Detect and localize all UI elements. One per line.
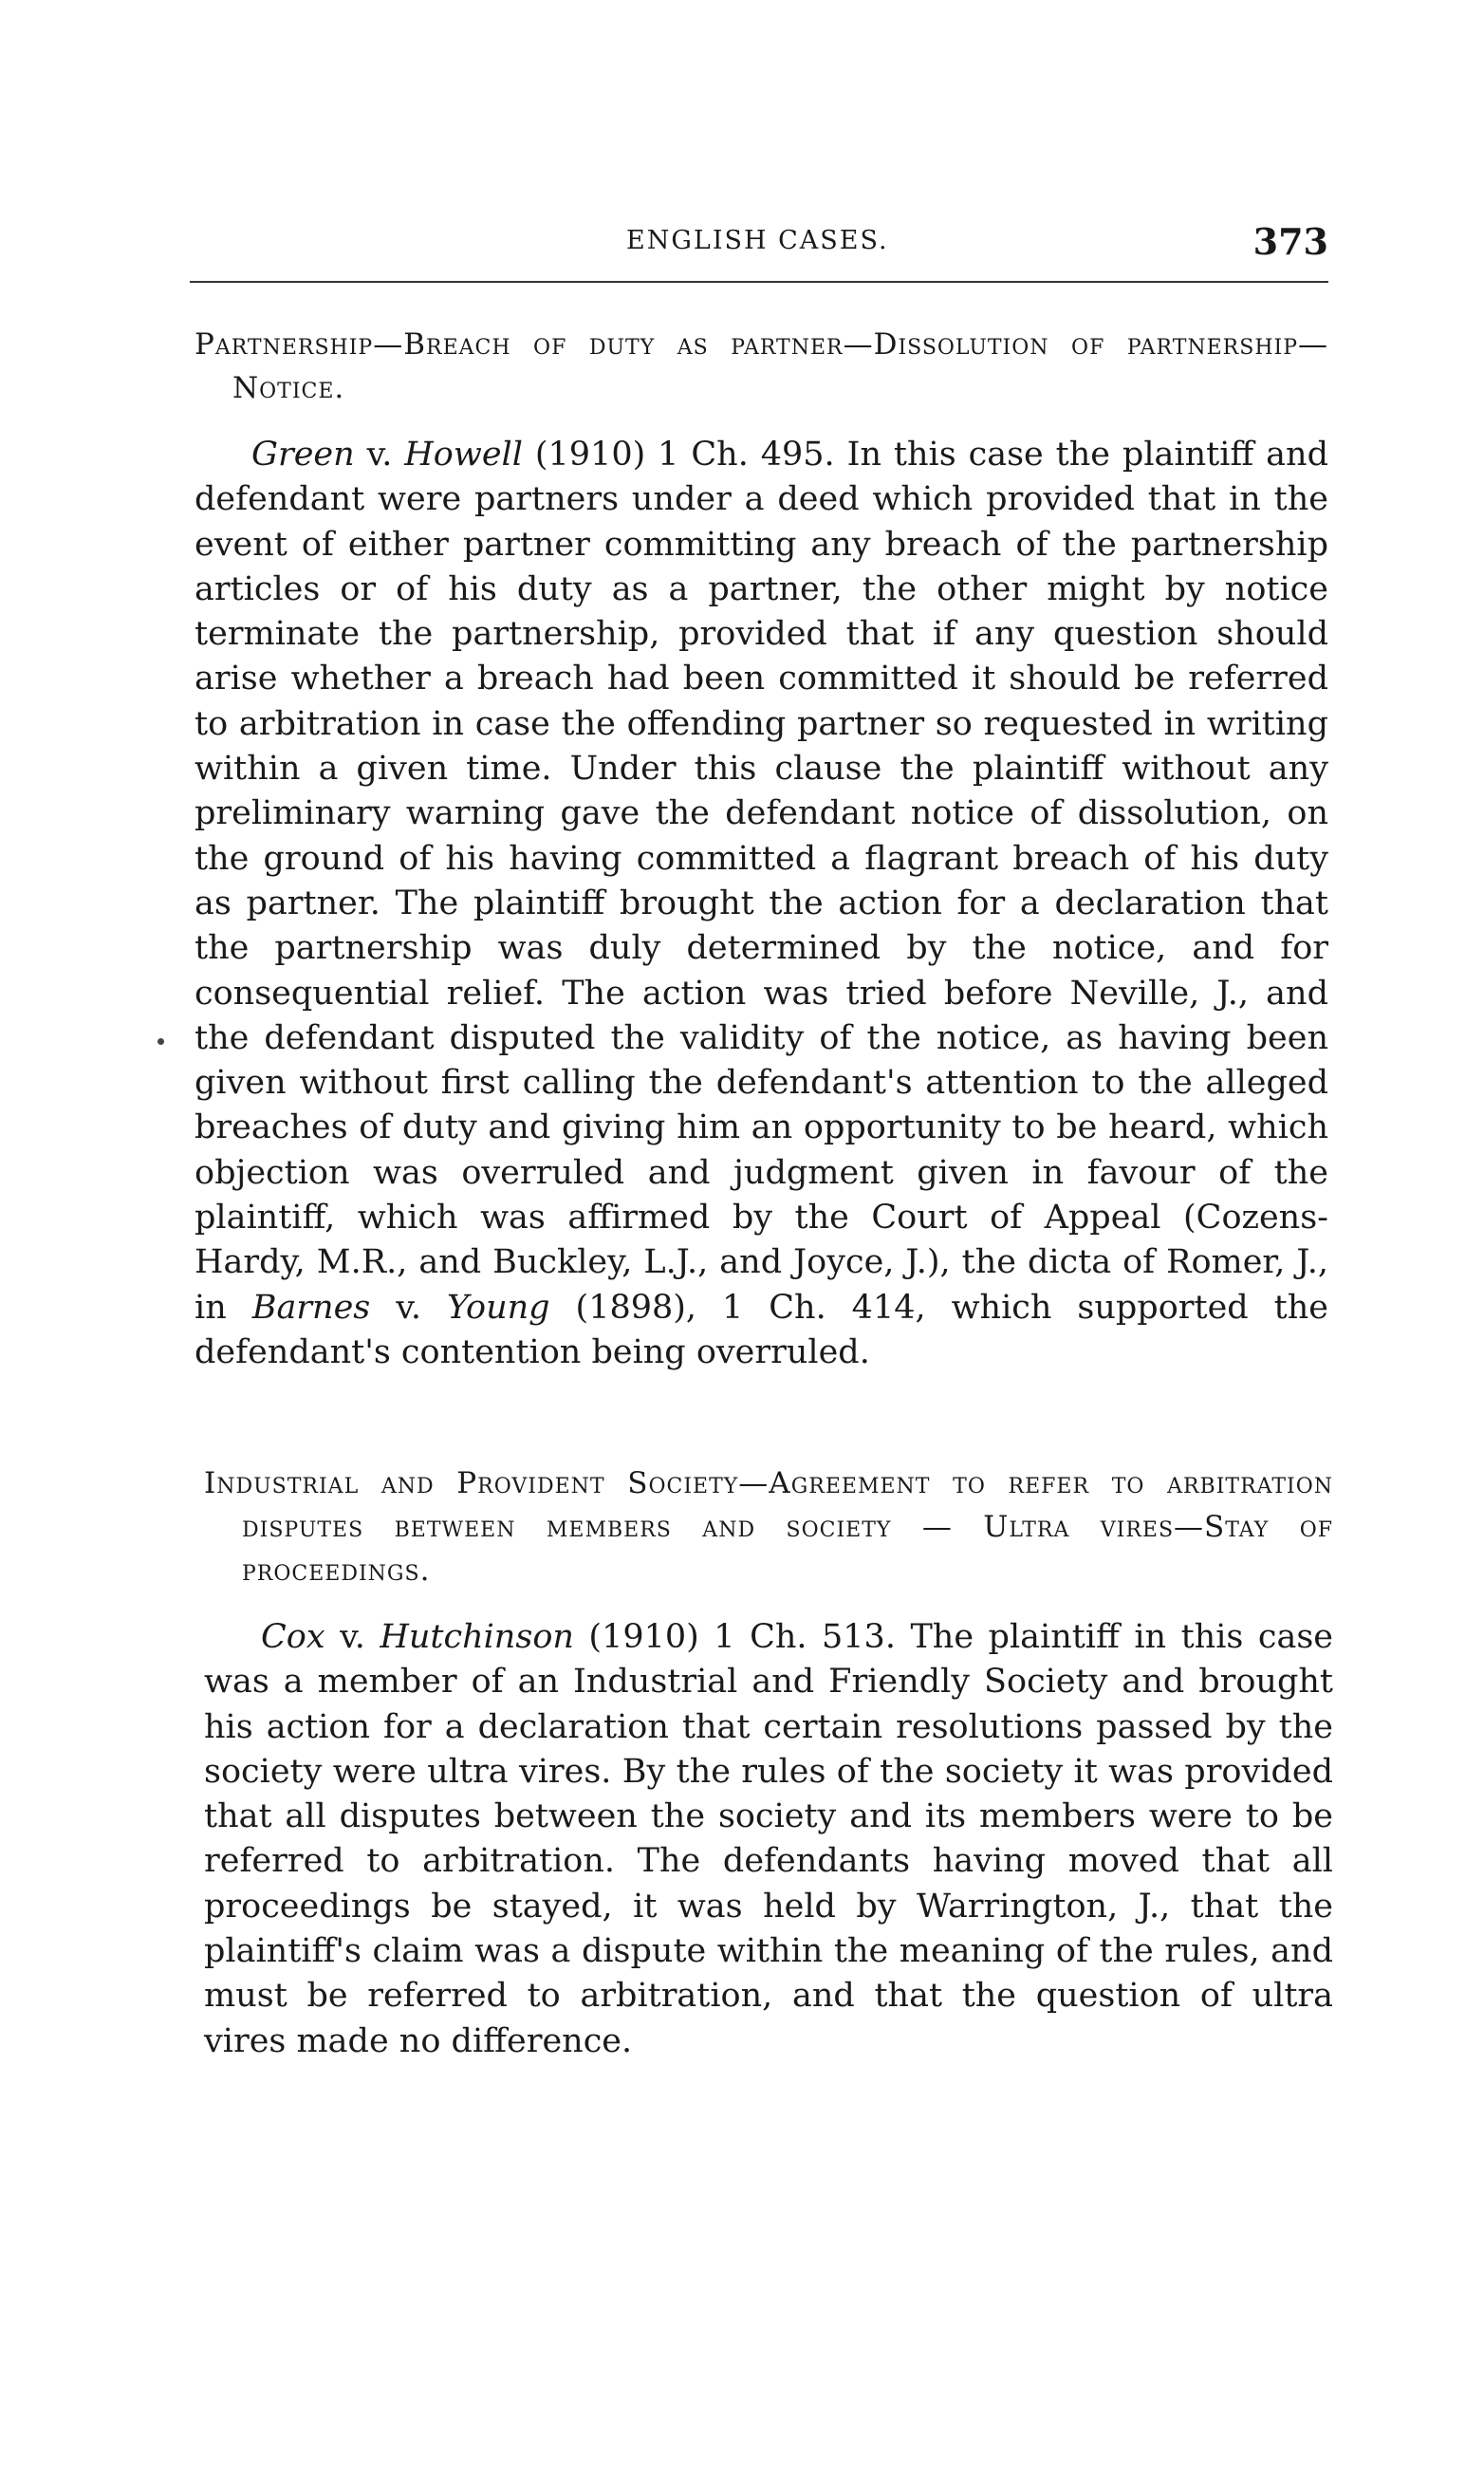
citation-plaintiff: Green — [251, 436, 355, 474]
case-section-industrial-society — [204, 1461, 1333, 2064]
case-section-partnership — [195, 323, 1328, 1375]
citation-versus: v. — [325, 1618, 380, 1656]
case-heading: Industrial and Provident Society—Agreement to refer to arbitration disputes between members and society — Ultra vires—Stay of proceedings. — [204, 1466, 1333, 1588]
citation-plaintiff: Cox — [261, 1618, 325, 1656]
running-head — [190, 220, 1328, 277]
citation-defendant: Hutchinson — [380, 1618, 574, 1656]
citation-versus: v. — [354, 436, 405, 474]
case-heading: Partnership—Breach of duty as partner—Dissolution of partnership—Notice. — [195, 327, 1328, 405]
cited-case-versus: v. — [370, 1288, 447, 1327]
citation-reference: (1910) 1 Ch. 513. — [573, 1618, 896, 1656]
case-body — [204, 1615, 1333, 2064]
margin-mark — [158, 1038, 164, 1045]
case-text: The plaintiff in this case was a member of an Industrial and Friendly Society and brought his action for a declaration that certain resolutions passed by the society were ultra vires. By the rules of the society it was provided that all disputes between the society and its members were to be referred to arbitration. The defendants having moved that all proceedings be stayed, it was held by Warrington, J., that the plaintiff's claim was a dispute within the meaning of the rules, and must be referred to arbitration, and that the question of ultra vires made no difference. — [204, 1618, 1333, 2060]
running-title: ENGLISH CASES. — [626, 226, 889, 255]
case-text: In this case the plaintiff and defendant were partners under a deed which provided that in the event of either partner committing any breach of the partnership articles or of his duty as a partner, the other might by notice terminate the partnership, provided that if any question should arise whether a breach had been committed it should be referred to arbitration in case the offending partner so requested in writing within a given time. Under this clause the plaintiff without any preliminary warning gave the defendant notice of dissolution, on the ground of his having committed a flagrant breach of his duty as partner. The plaintiff brought the action for a declaration that the partnership was duly determined by the notice, and for consequential relief. The action was tried before Neville, J., and the defendant disputed the validity of the notice, as having been given without first calling the defendant's attention to the alleged breaches of duty and giving him an opportunity to be heard, which objection was overruled and judgment given in favour of the plaintiff, which was affirmed by the Court of Appeal (Cozens-Hardy, M.R., and Buckley, L.J., and Joyce, J.), the dicta of Romer, J., in — [195, 436, 1328, 1327]
citation-defendant: Howell — [404, 436, 523, 474]
citation-reference: (1910) 1 Ch. 495. — [522, 436, 835, 474]
cited-case-defendant: Young — [446, 1288, 550, 1327]
header-rule — [190, 281, 1328, 283]
cited-case-plaintiff: Barnes — [251, 1288, 371, 1327]
case-body — [195, 433, 1328, 1375]
case-text-continued: (1898), 1 Ch. 414, which supported the defendant's contention being overruled. — [195, 1288, 1328, 1371]
page-number: 373 — [1252, 220, 1328, 263]
